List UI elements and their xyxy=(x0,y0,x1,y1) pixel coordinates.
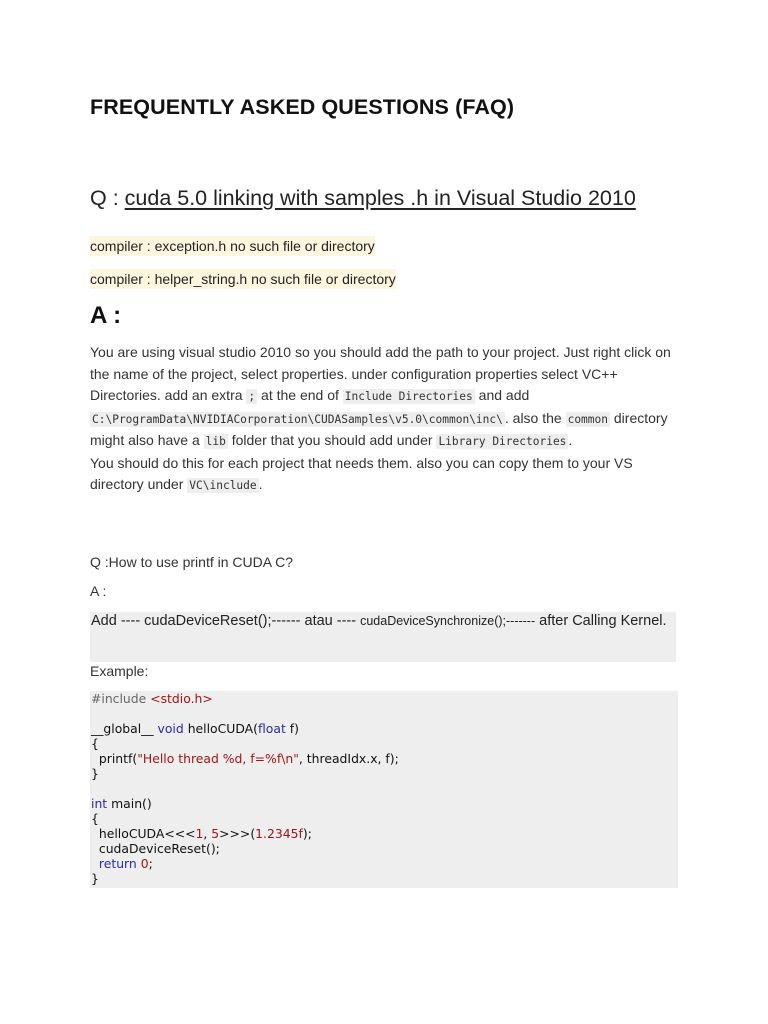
code-line: #include <stdio.h> xyxy=(91,691,213,706)
error-line-1: compiler : exception.h no such file or directory xyxy=(90,238,375,254)
inline-code: VC\include xyxy=(189,479,257,492)
answer-paragraph-2: You should do this for each project that needs them. also you can copy them to your VS directory under VC\include . xyxy=(90,454,633,492)
code-line: helloCUDA<<<1, 5>>>(1.2345f); xyxy=(91,826,312,841)
inline-code: lib xyxy=(205,435,226,448)
inline-code: C:\ProgramData\NVIDIACorporation\CUDASamples\v5.0\common\inc\ xyxy=(92,412,503,426)
code-line: { xyxy=(91,736,99,751)
question-1 xyxy=(90,186,636,211)
answer-1-label: A : xyxy=(90,302,122,329)
answer-2-label: A : xyxy=(90,583,107,599)
code-line: int main() xyxy=(91,796,152,811)
example-label: Example: xyxy=(90,663,149,679)
question-1-link[interactable]: cuda 5.0 linking with samples .h in Visual Studio 2010 xyxy=(124,186,636,210)
code-line: } xyxy=(91,871,99,886)
code-line: } xyxy=(91,766,99,781)
code-line: return 0; xyxy=(98,856,153,871)
code-line: cudaDeviceReset(); xyxy=(91,841,220,856)
question-prefix: Q : xyxy=(90,186,125,210)
inline-code: ; xyxy=(248,390,256,403)
answer-2-box: Add ---- cudaDeviceReset();------ atau ---- cudaDeviceSynchronize();------- after Calling Kernel. xyxy=(90,612,676,662)
answer-paragraph-1: You are using visual studio 2010 so you should add the path to your project. Just right click on the name of the project, select properties. under configuration properties select VC++ Directories. add an extra ; at the end of Include Directories and add C:\ProgramData\NVIDIACorporation\CUDASamples\v5.0\common\inc\ . also the common directory might also have a lib folder that you should add under Library Directories . xyxy=(90,344,671,448)
inline-code: Library Directories xyxy=(438,435,567,448)
code-line xyxy=(91,706,678,721)
code-block xyxy=(90,691,678,888)
inline-code: common xyxy=(567,412,608,426)
code-line: printf("Hello thread %d, f=%f\n", threadIdx.x, f); xyxy=(91,751,399,766)
code-line: __global__ void helloCUDA(float f) xyxy=(91,721,299,736)
question-2: Q :How to use printf in CUDA C? xyxy=(90,554,294,570)
page-title: FREQUENTLY ASKED QUESTIONS (FAQ) xyxy=(90,95,515,119)
code-line xyxy=(91,781,678,796)
inline-code: Include Directories xyxy=(344,390,473,403)
error-line-2: compiler : helper_string.h no such file or directory xyxy=(90,271,396,287)
code-line: { xyxy=(91,811,99,826)
answer-1-body xyxy=(90,342,680,497)
